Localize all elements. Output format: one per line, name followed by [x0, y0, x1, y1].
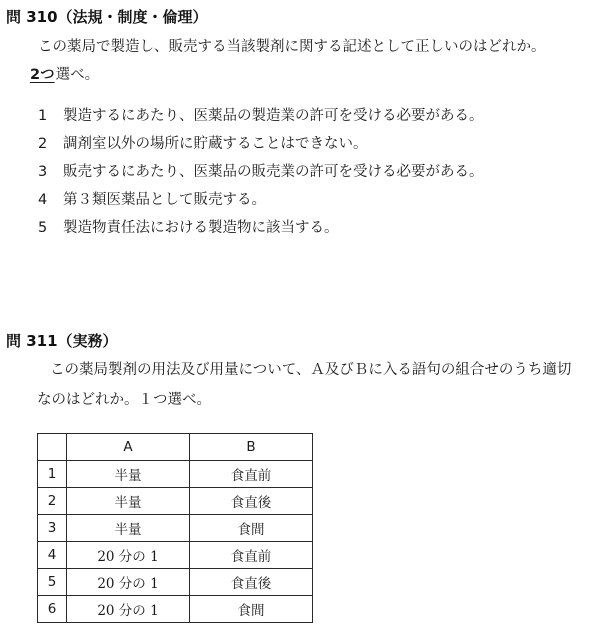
option-text: 調剤室以外の場所に貯蔵することはできない。	[63, 136, 368, 152]
table-cell-a: 20 分の 1	[67, 596, 190, 623]
option-1	[38, 104, 484, 132]
option-text: 第３類医薬品として販売する。	[63, 192, 266, 208]
option-number: 5	[38, 220, 48, 236]
question-311-stem-line-1: この薬局製剤の用法及び用量について、Ａ及びＢに入る語句の組合せのうち適切	[50, 362, 572, 378]
table-header-a: A	[67, 434, 190, 461]
table-cell-number: 4	[38, 542, 67, 569]
table-row	[38, 461, 313, 488]
option-3	[38, 160, 484, 188]
table-header-number	[38, 434, 67, 461]
option-number: 3	[38, 164, 48, 180]
table-row	[38, 596, 313, 623]
option-text: 製造物責任法における製造物に該当する。	[63, 220, 339, 236]
table-row	[38, 488, 313, 515]
option-5	[38, 216, 484, 244]
table-cell-a: 半量	[67, 488, 190, 515]
question-311-stem-line-2: なのはどれか。１つ選べ。	[37, 392, 211, 408]
answer-count-emphasis: 2つ	[30, 67, 55, 83]
table-cell-b: 食直前	[190, 461, 313, 488]
question-310-stem-line-1: この薬局で製造し、販売する当該製剤に関する記述として正しいのはどれか。	[38, 39, 546, 55]
question-311-heading: 問 311（実務）	[6, 332, 118, 350]
table-header-row	[38, 434, 313, 461]
table-cell-a: 半量	[67, 461, 190, 488]
question-310-heading: 問 310（法規・制度・倫理）	[6, 8, 208, 26]
table-cell-number: 3	[38, 515, 67, 542]
table-cell-b: 食直後	[190, 488, 313, 515]
option-text: 製造するにあたり、医薬品の製造業の許可を受ける必要がある。	[63, 108, 484, 124]
option-2	[38, 132, 484, 160]
option-number: 4	[38, 192, 48, 208]
table-cell-b: 食間	[190, 515, 313, 542]
table-cell-a: 20 分の 1	[67, 542, 190, 569]
question-310-stem-line-2	[30, 63, 99, 84]
question-310-instruction: 選べ。	[55, 67, 100, 83]
answer-combination-table	[37, 433, 313, 623]
table-cell-a: 半量	[67, 515, 190, 542]
table-cell-number: 1	[38, 461, 67, 488]
table-header-b: B	[190, 434, 313, 461]
table-cell-b: 食直後	[190, 569, 313, 596]
question-310-options	[38, 104, 484, 244]
option-number: 1	[38, 108, 48, 124]
table-cell-b: 食直前	[190, 542, 313, 569]
option-text: 販売するにあたり、医薬品の販売業の許可を受ける必要がある。	[63, 164, 484, 180]
table-cell-number: 6	[38, 596, 67, 623]
option-number: 2	[38, 136, 48, 152]
table-row	[38, 515, 313, 542]
table-cell-b: 食間	[190, 596, 313, 623]
table-row	[38, 569, 313, 596]
table-cell-a: 20 分の 1	[67, 569, 190, 596]
table-cell-number: 2	[38, 488, 67, 515]
table-cell-number: 5	[38, 569, 67, 596]
table-row	[38, 542, 313, 569]
option-4	[38, 188, 484, 216]
